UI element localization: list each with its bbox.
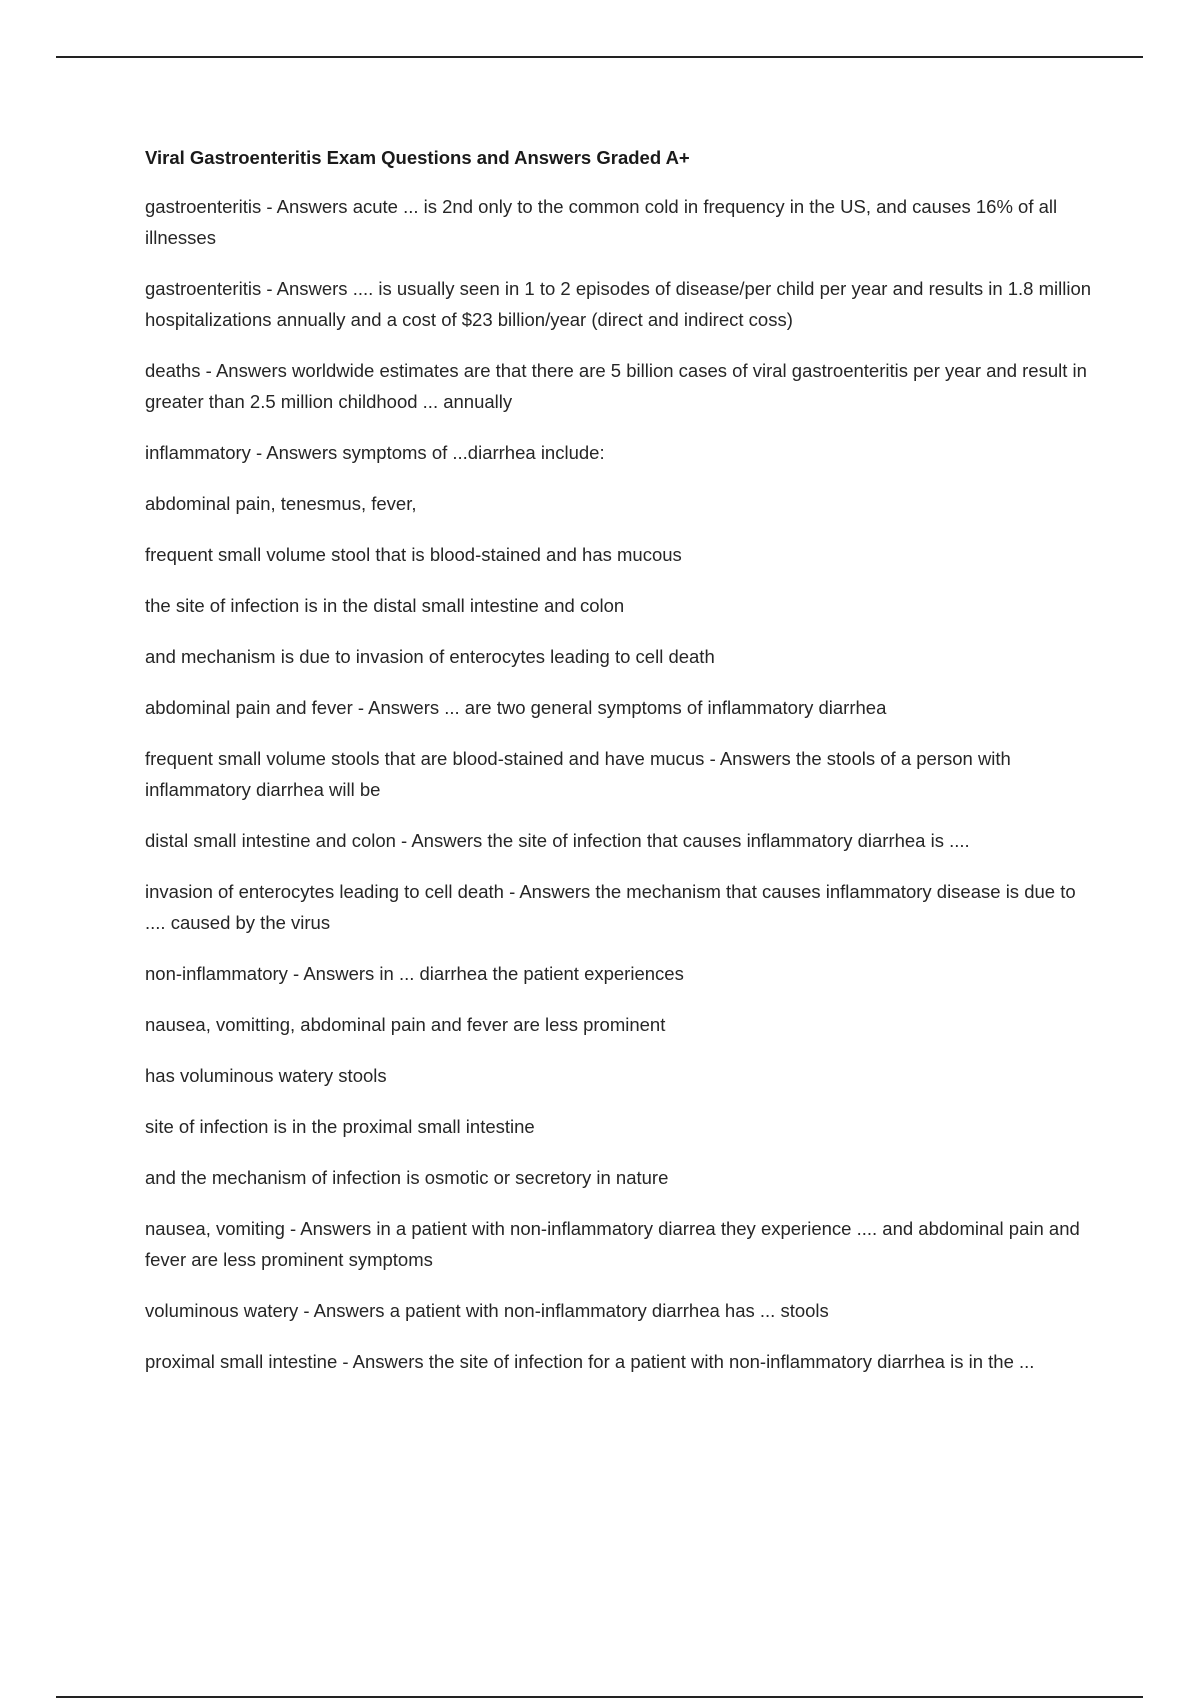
qa-paragraph: site of infection is in the proximal small intestine [145,1116,535,1137]
qa-paragraph: proximal small intestine - Answers the site of infection for a patient with non-inflammatory diarrhea is in the ... [145,1351,1035,1372]
qa-paragraph: voluminous watery - Answers a patient with non-inflammatory diarrhea has ... stools [145,1300,829,1321]
qa-paragraph: non-inflammatory - Answers in ... diarrhea the patient experiences [145,963,684,984]
document-body [145,144,1095,1397]
header-rule [56,56,1143,58]
qa-paragraph: and mechanism is due to invasion of enterocytes leading to cell death [145,646,715,667]
qa-paragraph: distal small intestine and colon - Answers the site of infection that causes inflammatory diarrhea is .... [145,830,970,851]
qa-paragraph: invasion of enterocytes leading to cell death - Answers the mechanism that causes inflammatory disease is due to .... caused by the virus [145,881,1076,933]
qa-paragraph: nausea, vomitting, abdominal pain and fever are less prominent [145,1014,666,1035]
document-title: Viral Gastroenteritis Exam Questions and Answers Graded A+ [145,147,690,168]
footer-rule [56,1696,1143,1698]
qa-paragraph: the site of infection is in the distal small intestine and colon [145,595,625,616]
qa-paragraph: frequent small volume stools that are blood-stained and have mucus - Answers the stools of a person with inflammatory diarrhea will be [145,748,1011,800]
qa-paragraph: has voluminous watery stools [145,1065,387,1086]
qa-paragraph: gastroenteritis - Answers .... is usually seen in 1 to 2 episodes of disease/per child per year and results in 1.8 million hospitalizations annually and a cost of $23 billion/year (direct and indirect coss) [145,278,1092,330]
qa-paragraph: and the mechanism of infection is osmotic or secretory in nature [145,1167,669,1188]
qa-paragraph: frequent small volume stool that is blood-stained and has mucous [145,544,682,565]
qa-paragraph: inflammatory - Answers symptoms of ...diarrhea include: [145,442,605,463]
qa-paragraph: nausea, vomiting - Answers in a patient with non-inflammatory diarrea they experience .... and abdominal pain and fever are less prominent symptoms [145,1218,1080,1270]
qa-paragraph: deaths - Answers worldwide estimates are that there are 5 billion cases of viral gastroenteritis per year and result in greater than 2.5 million childhood ... annually [145,360,1087,412]
qa-paragraph: abdominal pain, tenesmus, fever, [145,493,417,514]
qa-paragraph: gastroenteritis - Answers acute ... is 2nd only to the common cold in frequency in the US, and causes 16% of all illnesses [145,196,1058,248]
qa-paragraph: abdominal pain and fever - Answers ... are two general symptoms of inflammatory diarrhea [145,697,887,718]
